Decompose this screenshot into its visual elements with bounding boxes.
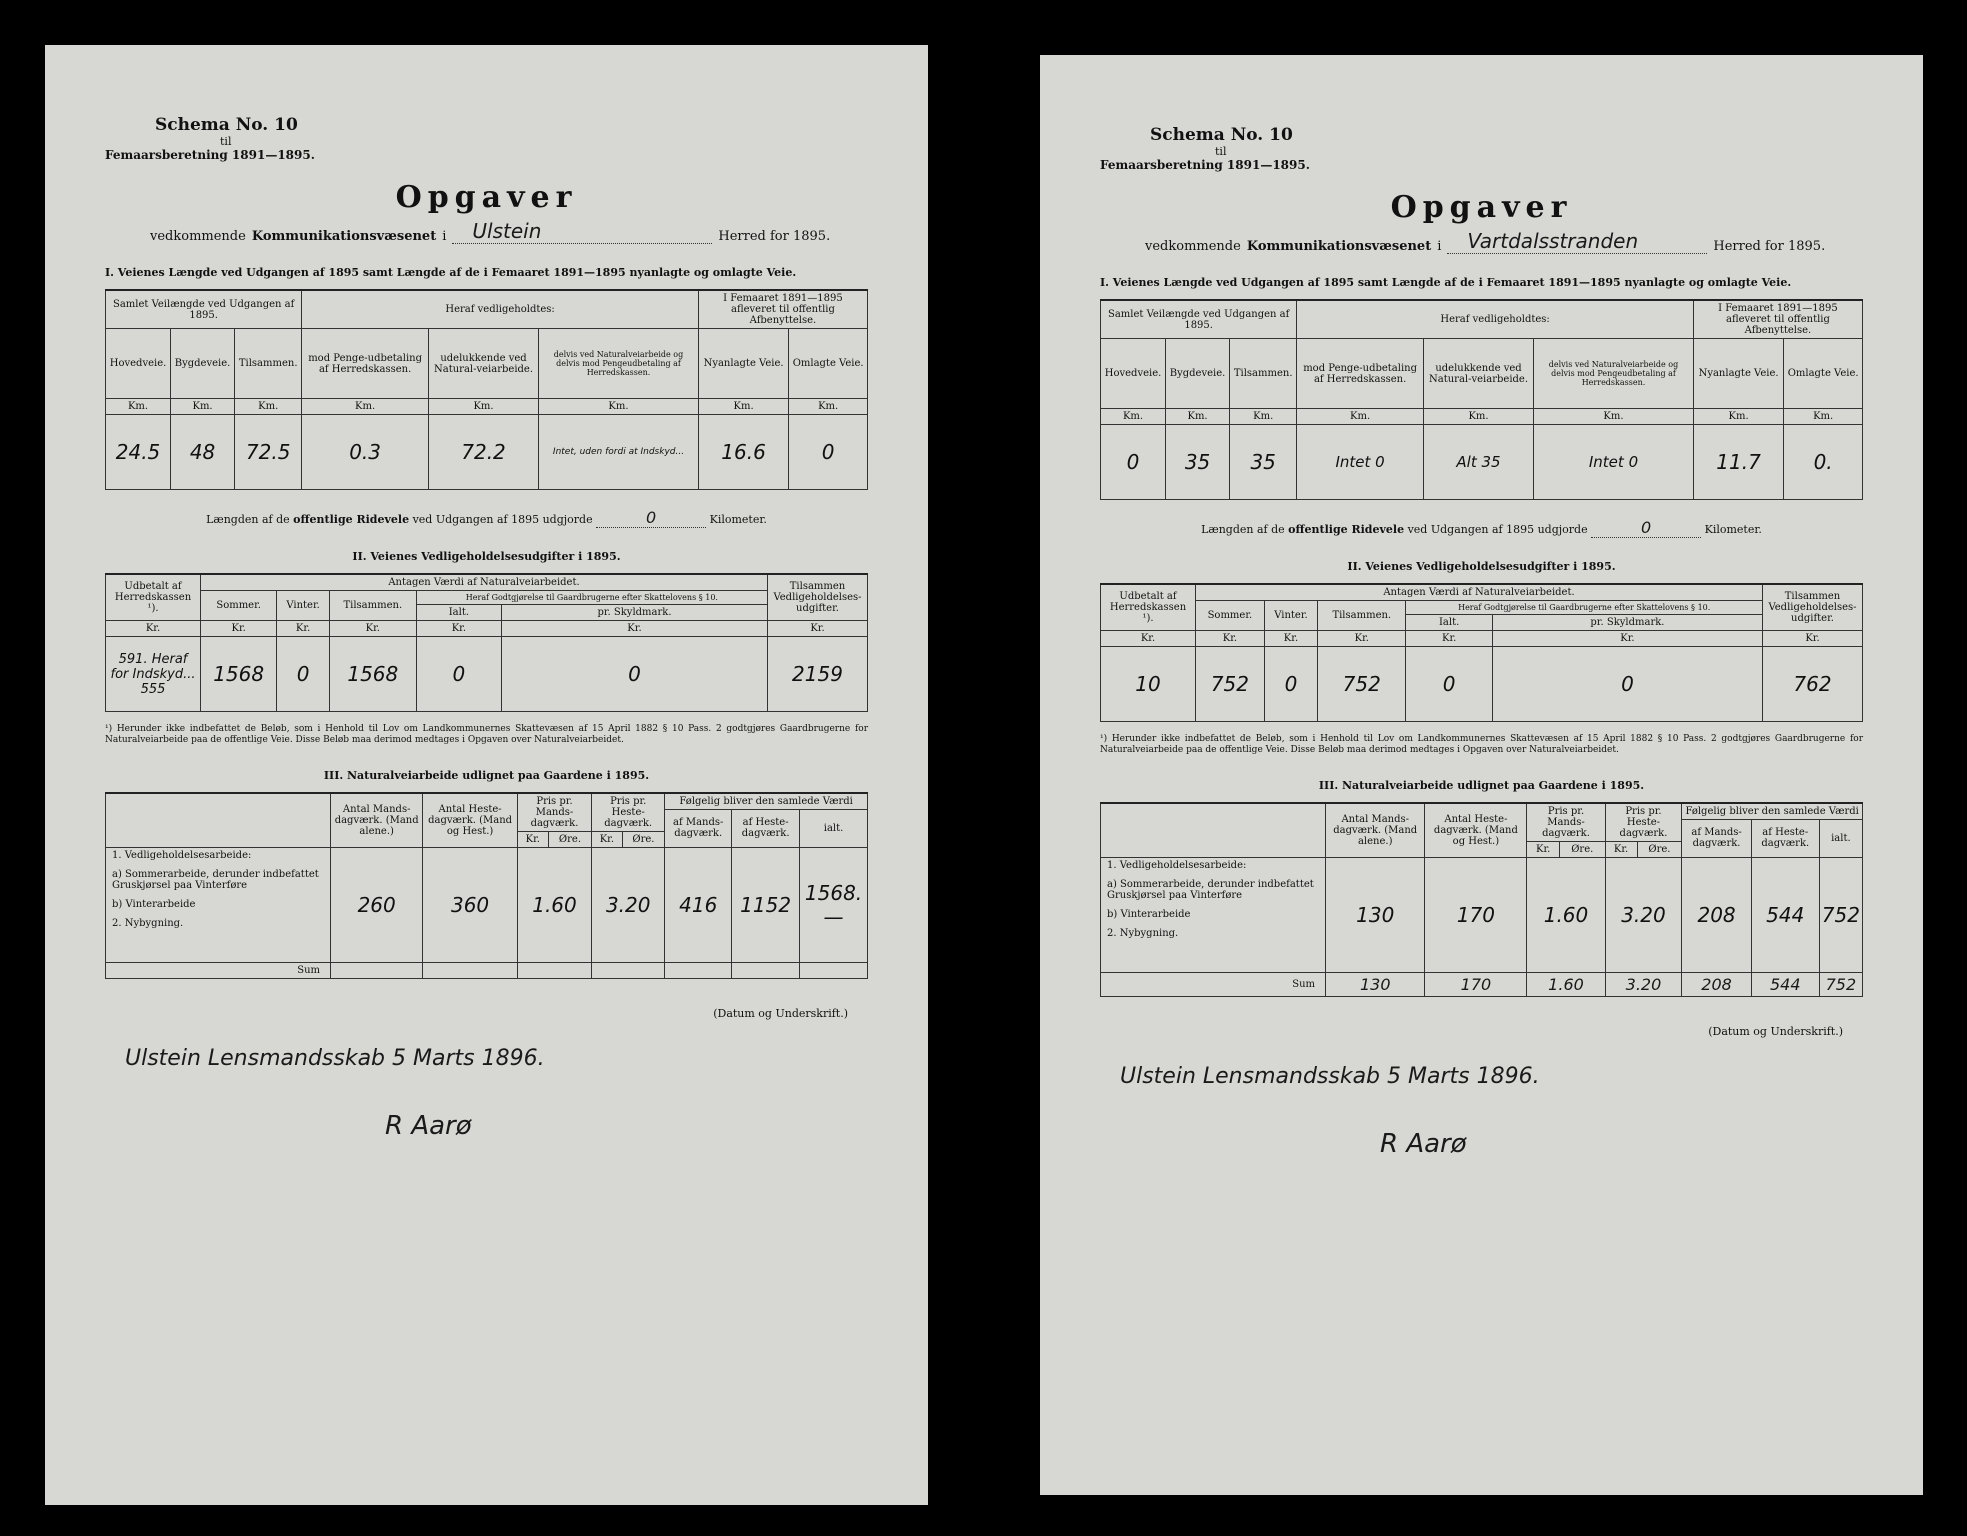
- t3-kr: Kr.: [517, 831, 548, 847]
- vedk-bold: Kommunikationsvæsenet: [1246, 239, 1432, 254]
- signature-mark: R Aarø: [385, 1110, 472, 1141]
- kr-unit: Kr.: [201, 621, 277, 637]
- t3-row: 1. Vedligeholdelsesarbeide:: [1107, 859, 1247, 871]
- herred-handwriting: Vartdalsstranden: [1467, 229, 1639, 253]
- t1-value: 0.: [1784, 425, 1863, 500]
- t2-value: 1568: [329, 637, 416, 712]
- t3-sum-label: Sum: [106, 962, 331, 978]
- t3-row: 1. Vedligeholdelsesarbeide:: [112, 849, 252, 861]
- t1-col: Omlagte Veie.: [789, 329, 868, 399]
- footnote: ¹) Herunder ikke indbefattet de Beløb, som i Henhold til Lov om Landkommunernes Skattevæsen af 15 April 1882 § 10 Pass. 2 godtgjøres Gaardbrugerne for Naturalveiarbeide paa de offentlige Veie. Disse Beløb maa derimod medtages i Opgaven over Naturalveiarbeidet.: [105, 724, 868, 746]
- t3-sum: [732, 962, 800, 978]
- left-page: [45, 45, 928, 1505]
- vedk-line: [1145, 229, 1863, 254]
- footnote: ¹) Herunder ikke indbefattet de Beløb, som i Henhold til Lov om Landkommunernes Skattevæsen af 15 April 1882 § 10 Pass. 2 godtgjøres Gaardbrugerne for Naturalveiarbeide paa de offentlige Veie. Disse Beløb maa derimod medtages i Opgaven over Naturalveiarbeidet.: [1100, 734, 1863, 756]
- t1-col: Tilsammen.: [1230, 339, 1297, 409]
- t3-ore: Øre.: [1559, 841, 1605, 857]
- t2-value: 1568: [201, 637, 277, 712]
- km-unit: Km.: [698, 399, 788, 415]
- t3-blank: [106, 793, 331, 848]
- table-expenses: [1100, 583, 1863, 722]
- t3-col: Pris pr. Mands-dagværk.: [1527, 803, 1605, 842]
- ridevei-pre: Længden af de: [206, 513, 290, 526]
- herred-field: [1447, 229, 1707, 254]
- t1-value: 0: [1101, 425, 1166, 500]
- til-text: til: [220, 135, 232, 148]
- table-road-length: [105, 289, 868, 490]
- t1-col: Omlagte Veie.: [1784, 339, 1863, 409]
- t1-value: 16.6: [698, 415, 788, 490]
- t1-col: Nyanlagte Veie.: [698, 329, 788, 399]
- t3-kr: Kr.: [1605, 841, 1637, 857]
- t3-value: 260: [331, 847, 423, 962]
- t3-sum: 3.20: [1605, 972, 1682, 996]
- ridevei-bold: offentlige Ridevele: [293, 513, 410, 526]
- t1-value: 72.5: [235, 415, 302, 490]
- km-unit: Km.: [1230, 409, 1297, 425]
- t3-value: 3.20: [1605, 857, 1682, 972]
- herred-suffix: Herred for 1895.: [1713, 239, 1826, 254]
- t2-grp: Antagen Værdi af Naturalveiarbeidet.: [1196, 584, 1763, 601]
- kr-unit: Kr.: [1763, 631, 1863, 647]
- t2-sub: Tilsammen.: [329, 591, 416, 621]
- t3-col: Pris pr. Mands-dagværk.: [517, 793, 591, 832]
- km-unit: Km.: [235, 399, 302, 415]
- t1-value: 0: [789, 415, 868, 490]
- km-unit: Km.: [1166, 409, 1230, 425]
- t1-value: 48: [171, 415, 235, 490]
- t1-col: Hovedveie.: [106, 329, 171, 399]
- vedk-line: [150, 219, 868, 244]
- section-3-heading: III. Naturalveiarbeide udlignet paa Gaardene i 1895.: [1318, 778, 1645, 792]
- ridevei-value: 0: [1591, 518, 1701, 538]
- kr-unit: Kr.: [1406, 631, 1492, 647]
- km-unit: Km.: [1693, 409, 1783, 425]
- t3-sum: 752: [1819, 972, 1862, 996]
- t1-col: delvis ved Naturalveiarbeide og delvis mod Pengeudbetaling af Herredskassen.: [539, 329, 699, 399]
- t3-col: Antal Mands-dagværk. (Mand alene.): [1326, 803, 1425, 858]
- datum-label: (Datum og Underskrift.): [1708, 1024, 1843, 1038]
- t1-value: Alt 35: [1423, 425, 1533, 500]
- herred-handwriting: Ulstein: [472, 219, 542, 243]
- km-unit: Km.: [428, 399, 538, 415]
- t3-sum: [331, 962, 423, 978]
- t2-value: 0: [416, 637, 501, 712]
- t3-value: 544: [1751, 857, 1819, 972]
- km-unit: Km.: [106, 399, 171, 415]
- t3-sum: 170: [1425, 972, 1527, 996]
- kr-unit: Kr.: [1492, 631, 1762, 647]
- t3-col: Antal Mands-dagværk. (Mand alene.): [331, 793, 423, 848]
- t1-col: mod Penge-udbetaling af Herredskassen.: [1297, 339, 1424, 409]
- t1-grp2: Heraf vedligeholdtes:: [1297, 300, 1694, 339]
- signature-line: Ulstein Lensmandsskab 5 Marts 1896.: [125, 1045, 545, 1071]
- t2-sub: Vinter.: [1264, 601, 1317, 631]
- t3-sub: af Mands-dagværk.: [1682, 819, 1751, 857]
- t3-col: Antal Heste-dagværk. (Mand og Hest.): [423, 793, 517, 848]
- t3-sum-label: Sum: [1101, 972, 1326, 996]
- ridevei-pre: Længden af de: [1201, 523, 1285, 536]
- t3-ore: Øre.: [548, 831, 591, 847]
- ridevei-line: [105, 508, 868, 528]
- t1-value: Intet 0: [1297, 425, 1424, 500]
- signature-line: Ulstein Lensmandsskab 5 Marts 1896.: [1120, 1063, 1540, 1089]
- t3-sub: af Heste-dagværk.: [1751, 819, 1819, 857]
- signature-mark: R Aarø: [1380, 1128, 1467, 1159]
- t3-sum: 1.60: [1527, 972, 1605, 996]
- t2-value: 762: [1763, 647, 1863, 722]
- t3-row: a) Sommerarbeide, derunder indbefattet Gruskjørsel paa Vinterføre: [1107, 878, 1314, 901]
- t2-value: 0: [1264, 647, 1317, 722]
- vedk-i: i: [442, 229, 447, 244]
- t2-last: Tilsammen Vedligeholdelses-udgifter.: [1763, 584, 1863, 631]
- t1-grp3: I Femaaret 1891—1895 afleveret til offentlig Afbenyttelse.: [698, 290, 867, 329]
- km-unit: Km.: [1101, 409, 1166, 425]
- t1-col: Tilsammen.: [235, 329, 302, 399]
- t3-ore: Øre.: [622, 831, 665, 847]
- t3-value: 1568.—: [800, 847, 868, 962]
- t1-value: 11.7: [1693, 425, 1783, 500]
- t1-col: udelukkende ved Natural-veiarbeide.: [428, 329, 538, 399]
- t3-value: 3.20: [592, 847, 665, 962]
- page-title: Opgaver: [1390, 190, 1573, 225]
- ridevei-suffix: Kilometer.: [1704, 523, 1762, 536]
- ridevei-value: 0: [596, 508, 706, 528]
- t3-sum: 544: [1751, 972, 1819, 996]
- t1-col: Hovedveie.: [1101, 339, 1166, 409]
- kr-unit: Kr.: [1318, 631, 1406, 647]
- t1-value: 35: [1166, 425, 1230, 500]
- t3-value: 170: [1425, 857, 1527, 972]
- t1-value: 35: [1230, 425, 1297, 500]
- t3-row-label: [106, 847, 331, 962]
- km-unit: Km.: [1534, 409, 1694, 425]
- t2-ialt: Ialt.: [416, 605, 501, 621]
- schema-heading: Schema No. 10: [155, 115, 298, 135]
- t3-sub: ialt.: [800, 809, 868, 847]
- vedk-prefix: vedkommende: [150, 229, 246, 244]
- kr-unit: Kr.: [768, 621, 868, 637]
- t2-value: 752: [1196, 647, 1265, 722]
- t3-blank: [1101, 803, 1326, 858]
- herred-suffix: Herred for 1895.: [718, 229, 831, 244]
- t2-sub: Vinter.: [277, 591, 330, 621]
- ridevei-suffix: Kilometer.: [709, 513, 767, 526]
- t1-col: delvis ved Naturalveiarbeide og delvis mod Pengeudbetaling af Herredskassen.: [1534, 339, 1694, 409]
- t3-sum: 130: [1326, 972, 1425, 996]
- kr-unit: Kr.: [1196, 631, 1265, 647]
- t2-godt: Heraf Godtgjørelse til Gaardbrugerne efter Skattelovens § 10.: [1406, 601, 1763, 615]
- t2-last: Tilsammen Vedligeholdelses-udgifter.: [768, 574, 868, 621]
- km-unit: Km.: [1784, 409, 1863, 425]
- t2-value: 0: [277, 637, 330, 712]
- t3-kr: Kr.: [592, 831, 622, 847]
- t1-col: Nyanlagte Veie.: [1693, 339, 1783, 409]
- km-unit: Km.: [1423, 409, 1533, 425]
- t2-value: 0: [1406, 647, 1492, 722]
- table-natural-work: [105, 792, 868, 979]
- t1-value: 24.5: [106, 415, 171, 490]
- t3-ore: Øre.: [1637, 841, 1682, 857]
- herred-field: [452, 219, 712, 244]
- t3-row: a) Sommerarbeide, derunder indbefattet Gruskjørsel paa Vinterføre: [112, 868, 319, 891]
- t3-row: 2. Nybygning.: [1107, 927, 1179, 939]
- t3-value: 752: [1819, 857, 1862, 972]
- kr-unit: Kr.: [1101, 631, 1196, 647]
- vedk-i: i: [1437, 239, 1442, 254]
- t2-value: 752: [1318, 647, 1406, 722]
- t3-sum: [423, 962, 517, 978]
- km-unit: Km.: [539, 399, 699, 415]
- t1-value: 0.3: [302, 415, 429, 490]
- t2-c1: Udbetalt af Herredskassen ¹).: [1101, 584, 1196, 631]
- t3-sub: af Mands-dagværk.: [665, 809, 732, 847]
- t3-value: 416: [665, 847, 732, 962]
- t3-value: 360: [423, 847, 517, 962]
- t3-grp: Følgelig bliver den samlede Værdi: [1682, 803, 1863, 820]
- ridevei-mid: ved Udgangen af 1895 udgjorde: [1407, 523, 1588, 536]
- t1-col: Bygdeveie.: [1166, 339, 1230, 409]
- right-page: [1040, 55, 1923, 1495]
- datum-label: (Datum og Underskrift.): [713, 1006, 848, 1020]
- kr-unit: Kr.: [416, 621, 501, 637]
- vedk-prefix: vedkommende: [1145, 239, 1241, 254]
- t3-sub: af Heste-dagværk.: [732, 809, 800, 847]
- km-unit: Km.: [302, 399, 429, 415]
- t2-pr: pr. Skyldmark.: [501, 605, 767, 621]
- t1-value: Intet, uden fordi at Indskyd...: [539, 415, 699, 490]
- t3-sum: [800, 962, 868, 978]
- t2-value: 591. Heraf for Indskyd... 555: [106, 637, 201, 712]
- t3-col: Pris pr. Heste-dagværk.: [1605, 803, 1682, 842]
- femaar-heading: Femaarsberetning 1891—1895.: [105, 148, 315, 162]
- section-3-heading: III. Naturalveiarbeide udlignet paa Gaardene i 1895.: [323, 768, 650, 782]
- kr-unit: Kr.: [329, 621, 416, 637]
- t3-col: Antal Heste-dagværk. (Mand og Hest.): [1425, 803, 1527, 858]
- t3-grp: Følgelig bliver den samlede Værdi: [665, 793, 868, 810]
- kr-unit: Kr.: [501, 621, 767, 637]
- t2-ialt: Ialt.: [1406, 615, 1492, 631]
- table-expenses: [105, 573, 868, 712]
- t3-kr: Kr.: [1527, 841, 1560, 857]
- t1-grp1: Samlet Veilængde ved Udgangen af 1895.: [106, 290, 302, 329]
- til-text: til: [1215, 145, 1227, 158]
- t1-grp3: I Femaaret 1891—1895 afleveret til offentlig Afbenyttelse.: [1693, 300, 1862, 339]
- t2-sub: Sommer.: [201, 591, 277, 621]
- t2-godt: Heraf Godtgjørelse til Gaardbrugerne efter Skattelovens § 10.: [416, 591, 767, 605]
- t2-c1: Udbetalt af Herredskassen ¹).: [106, 574, 201, 621]
- t2-sub: Sommer.: [1196, 601, 1265, 631]
- t2-grp: Antagen Værdi af Naturalveiarbeidet.: [201, 574, 768, 591]
- t3-row-label: [1101, 857, 1326, 972]
- t2-sub: Tilsammen.: [1318, 601, 1406, 631]
- t2-value: 2159: [768, 637, 868, 712]
- t2-pr: pr. Skyldmark.: [1492, 615, 1762, 631]
- t1-col: udelukkende ved Natural-veiarbeide.: [1423, 339, 1533, 409]
- t3-sum: [592, 962, 665, 978]
- t3-value: 1.60: [517, 847, 591, 962]
- section-1-heading: I. Veienes Længde ved Udgangen af 1895 samt Længde af de i Femaaret 1891—1895 nyanlagte og omlagte Veie.: [105, 266, 797, 279]
- t2-value: 0: [1492, 647, 1762, 722]
- section-2-heading: II. Veienes Vedligeholdelsesudgifter i 1895.: [352, 550, 621, 563]
- km-unit: Km.: [789, 399, 868, 415]
- t3-sum: 208: [1682, 972, 1751, 996]
- t1-grp1: Samlet Veilængde ved Udgangen af 1895.: [1101, 300, 1297, 339]
- t3-sum: [517, 962, 591, 978]
- t1-value: 72.2: [428, 415, 538, 490]
- t3-col: Pris pr. Heste-dagværk.: [592, 793, 665, 832]
- kr-unit: Kr.: [1264, 631, 1317, 647]
- km-unit: Km.: [1297, 409, 1424, 425]
- t3-value: 208: [1682, 857, 1751, 972]
- t3-value: 1.60: [1527, 857, 1605, 972]
- t1-grp2: Heraf vedligeholdtes:: [302, 290, 699, 329]
- schema-heading: Schema No. 10: [1150, 125, 1293, 145]
- section-2-heading: II. Veienes Vedligeholdelsesudgifter i 1895.: [1347, 560, 1616, 573]
- table-natural-work: [1100, 802, 1863, 997]
- t1-col: Bygdeveie.: [171, 329, 235, 399]
- t1-col: mod Penge-udbetaling af Herredskassen.: [302, 329, 429, 399]
- ridevei-mid: ved Udgangen af 1895 udgjorde: [412, 513, 593, 526]
- page-title: Opgaver: [395, 180, 578, 215]
- km-unit: Km.: [171, 399, 235, 415]
- ridevei-line: [1100, 518, 1863, 538]
- table-road-length: [1100, 299, 1863, 500]
- t2-value: 0: [501, 637, 767, 712]
- t3-sub: ialt.: [1819, 819, 1862, 857]
- femaar-heading: Femaarsberetning 1891—1895.: [1100, 158, 1310, 172]
- t3-value: 130: [1326, 857, 1425, 972]
- t3-sum: [665, 962, 732, 978]
- t3-row: 2. Nybygning.: [112, 917, 184, 929]
- t3-value: 1152: [732, 847, 800, 962]
- t3-row: b) Vinterarbeide: [112, 898, 196, 910]
- t1-value: Intet 0: [1534, 425, 1694, 500]
- vedk-bold: Kommunikationsvæsenet: [251, 229, 437, 244]
- t2-value: 10: [1101, 647, 1196, 722]
- t3-row: b) Vinterarbeide: [1107, 908, 1191, 920]
- ridevei-bold: offentlige Ridevele: [1288, 523, 1405, 536]
- kr-unit: Kr.: [277, 621, 330, 637]
- kr-unit: Kr.: [106, 621, 201, 637]
- section-1-heading: I. Veienes Længde ved Udgangen af 1895 samt Længde af de i Femaaret 1891—1895 nyanlagte og omlagte Veie.: [1100, 276, 1792, 289]
